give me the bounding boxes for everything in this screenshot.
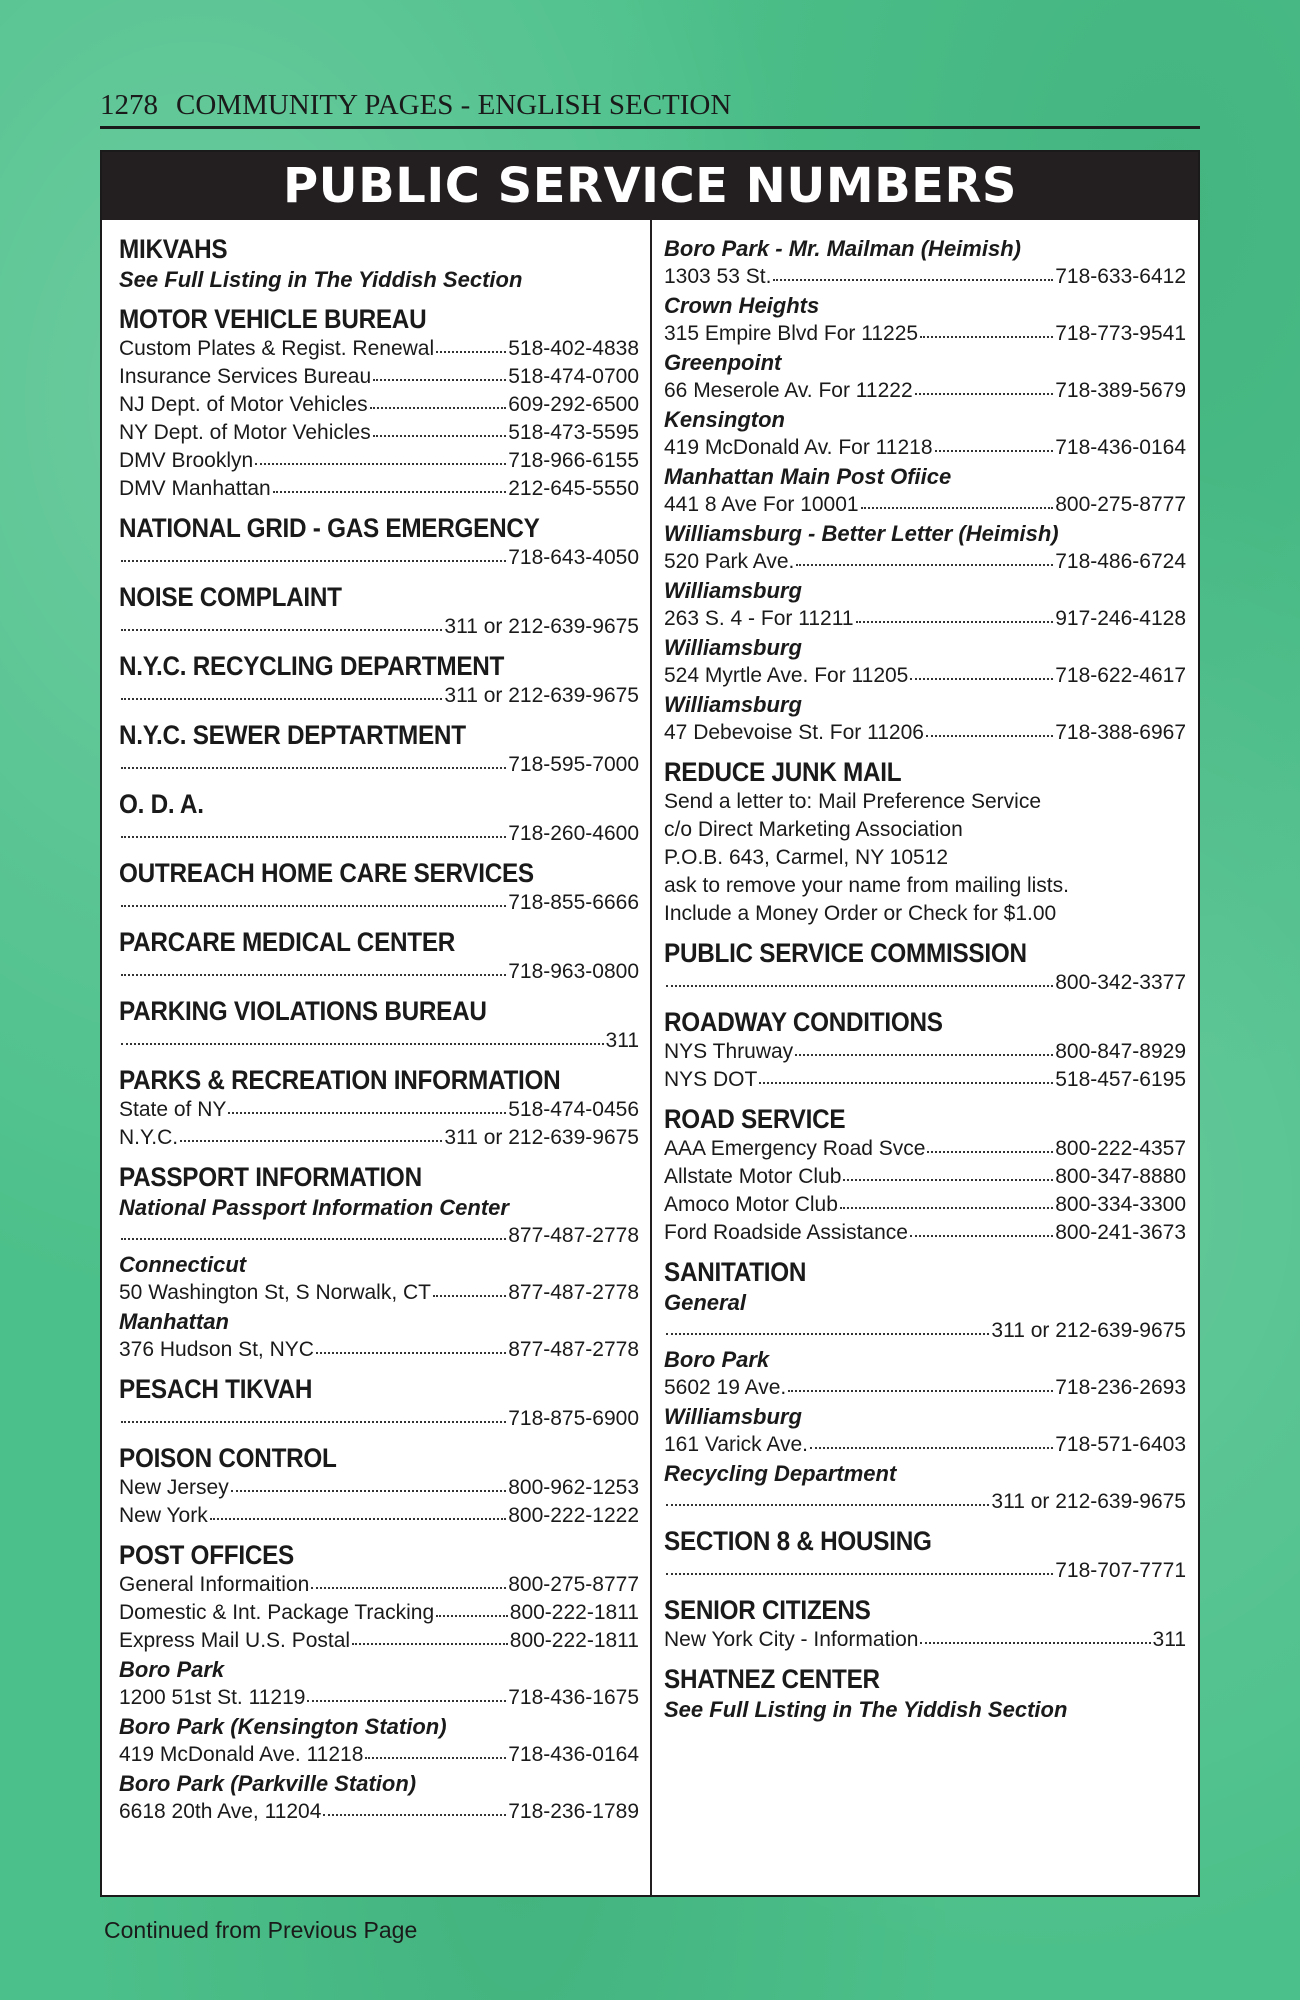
dot-leader bbox=[920, 1624, 1150, 1644]
phone-number: 800-847-8929 bbox=[1055, 1040, 1186, 1063]
listing-label: Custom Plates & Regist. Renewal bbox=[119, 337, 435, 360]
listing-section bbox=[119, 927, 639, 986]
listing-row bbox=[664, 1163, 1186, 1191]
subheading: Williamsburg - Better Letter (Heimish) bbox=[664, 521, 1059, 546]
banner-title: PUBLIC SERVICE NUMBERS bbox=[102, 152, 1198, 220]
listing-row bbox=[119, 682, 639, 710]
listing-label: Amoco Motor Club bbox=[664, 1193, 838, 1216]
section-heading: N.Y.C. RECYCLING DEPARTMENT bbox=[119, 651, 505, 681]
phone-number: 212-645-5550 bbox=[508, 477, 639, 500]
dot-leader bbox=[307, 1682, 506, 1702]
listing-row bbox=[119, 1798, 639, 1826]
listing-row bbox=[119, 820, 639, 848]
listing-section bbox=[119, 1374, 639, 1433]
dot-leader bbox=[773, 261, 1053, 281]
listing-row bbox=[664, 434, 1186, 462]
listing-label: AAA Emergency Road Svce bbox=[664, 1137, 926, 1160]
dot-leader bbox=[370, 389, 507, 409]
listing-section bbox=[664, 1595, 1186, 1654]
dot-leader bbox=[373, 417, 506, 437]
dot-leader bbox=[810, 1429, 1053, 1449]
section-heading: PARKS & RECREATION INFORMATION bbox=[119, 1065, 561, 1095]
column-divider bbox=[650, 220, 652, 1895]
dot-leader bbox=[121, 956, 506, 976]
section-heading: SANITATION bbox=[664, 1257, 807, 1287]
section-heading: OUTREACH HOME CARE SERVICES bbox=[119, 858, 534, 888]
subheading: Boro Park - Mr. Mailman (Heimish) bbox=[664, 236, 1021, 261]
dot-leader bbox=[121, 749, 506, 769]
dot-leader bbox=[121, 542, 506, 562]
listing-label: 419 McDonald Ave. 11218 bbox=[119, 1743, 364, 1766]
listing-label: Insurance Services Bureau bbox=[119, 365, 372, 388]
phone-number: 718-595-7000 bbox=[508, 753, 639, 776]
listing-label: 50 Washington St, S Norwalk, CT bbox=[119, 1281, 432, 1304]
subheading: Boro Park bbox=[119, 1657, 225, 1682]
listing-row bbox=[119, 613, 639, 641]
phone-number: 718-773-9541 bbox=[1055, 322, 1186, 345]
listing-row bbox=[664, 1488, 1186, 1516]
phone-number: 718-486-6724 bbox=[1055, 550, 1186, 573]
dot-leader bbox=[666, 1315, 989, 1335]
phone-number: 877-487-2778 bbox=[508, 1224, 639, 1247]
listing-row bbox=[664, 1374, 1186, 1402]
phone-number: 718-389-5679 bbox=[1055, 379, 1186, 402]
section-heading: REDUCE JUNK MAIL bbox=[664, 757, 902, 787]
phone-number: 800-241-3673 bbox=[1055, 1221, 1186, 1244]
listing-row bbox=[664, 491, 1186, 519]
dot-leader bbox=[759, 1064, 1053, 1084]
listing-section bbox=[664, 234, 1186, 747]
subheading: Crown Heights bbox=[664, 293, 820, 318]
listing-row bbox=[664, 1038, 1186, 1066]
listing-row bbox=[664, 1191, 1186, 1219]
section-heading: MOTOR VEHICLE BUREAU bbox=[119, 304, 427, 334]
listing-panel bbox=[100, 150, 1200, 1897]
listing-row bbox=[119, 1279, 639, 1307]
dot-leader bbox=[861, 489, 1054, 509]
listing-section bbox=[119, 1162, 639, 1364]
dot-leader bbox=[180, 1122, 442, 1142]
phone-number: 718-875-6900 bbox=[508, 1407, 639, 1430]
phone-number: 800-342-3377 bbox=[1055, 971, 1186, 994]
section-heading: SENIOR CITIZENS bbox=[664, 1595, 871, 1625]
dot-leader bbox=[796, 546, 1053, 566]
listing-row bbox=[119, 447, 639, 475]
listing-label: New York City - Information bbox=[664, 1628, 919, 1651]
listing-label: 263 S. 4 - For 11211 bbox=[664, 607, 854, 630]
listing-label: New York bbox=[119, 1504, 208, 1527]
phone-number: 718-436-0164 bbox=[1055, 436, 1186, 459]
subheading: Kensington bbox=[664, 407, 785, 432]
listing-section bbox=[119, 582, 639, 641]
section-heading: MIKVAHS bbox=[119, 234, 228, 264]
dot-leader bbox=[231, 1472, 507, 1492]
listing-label: NYS Thruway bbox=[664, 1040, 794, 1063]
subheading: Boro Park bbox=[664, 1347, 770, 1372]
subheading: National Passport Information Center bbox=[119, 1195, 509, 1220]
phone-number: 800-222-1811 bbox=[509, 1601, 639, 1624]
page-header bbox=[100, 88, 1200, 129]
dot-leader bbox=[433, 1277, 506, 1297]
phone-number: 800-347-8880 bbox=[1055, 1165, 1186, 1188]
phone-number: 311 or 212-639-9675 bbox=[444, 615, 639, 638]
phone-number: 800-275-8777 bbox=[1055, 493, 1186, 516]
dot-leader bbox=[788, 1372, 1053, 1392]
listing-label: NYS DOT bbox=[664, 1068, 758, 1091]
listing-row bbox=[119, 1222, 639, 1250]
phone-number: 718-436-0164 bbox=[508, 1743, 639, 1766]
dot-leader bbox=[121, 818, 506, 838]
dot-leader bbox=[843, 1161, 1053, 1181]
phone-number: 877-487-2778 bbox=[508, 1281, 639, 1304]
listing-label: N.Y.C. bbox=[119, 1126, 179, 1149]
listing-label: 520 Park Ave. bbox=[664, 550, 795, 573]
footer-note: Continued from Previous Page bbox=[104, 1917, 418, 1943]
dot-leader bbox=[373, 361, 506, 381]
listing-row bbox=[119, 751, 639, 779]
listing-row bbox=[119, 335, 639, 363]
phone-number: 718-236-2693 bbox=[1055, 1376, 1186, 1399]
subheading: Boro Park (Parkville Station) bbox=[119, 1771, 417, 1796]
listing-label: 5602 19 Ave. bbox=[664, 1376, 787, 1399]
listing-row bbox=[664, 320, 1186, 348]
listing-section bbox=[664, 1664, 1186, 1724]
listing-row bbox=[664, 1431, 1186, 1459]
listing-label: NY Dept. of Motor Vehicles bbox=[119, 421, 371, 444]
phone-number: 311 bbox=[605, 1029, 639, 1052]
listing-label: Allstate Motor Club bbox=[664, 1165, 842, 1188]
subheading: Williamsburg bbox=[664, 692, 802, 717]
listing-row bbox=[119, 889, 639, 917]
phone-number: 311 or 212-639-9675 bbox=[444, 1126, 639, 1149]
note-line: c/o Direct Marketing Association bbox=[664, 818, 963, 841]
listing-label: State of NY bbox=[119, 1098, 227, 1121]
listing-row bbox=[119, 1124, 639, 1152]
listing-label: 315 Empire Blvd For 11225 bbox=[664, 322, 919, 345]
listing-section bbox=[119, 996, 639, 1055]
section-heading: NATIONAL GRID - GAS EMERGENCY bbox=[119, 513, 540, 543]
dot-leader bbox=[255, 445, 506, 465]
listing-row bbox=[664, 1317, 1186, 1345]
dot-leader bbox=[273, 473, 506, 493]
listing-row bbox=[119, 1027, 639, 1055]
dot-leader bbox=[121, 887, 506, 907]
dot-leader bbox=[365, 1739, 506, 1759]
section-heading: N.Y.C. SEWER DEPTARTMENT bbox=[119, 720, 466, 750]
phone-number: 718-436-1675 bbox=[508, 1686, 639, 1709]
listing-row bbox=[664, 719, 1186, 747]
listing-row bbox=[664, 377, 1186, 405]
listing-row bbox=[664, 1219, 1186, 1247]
listing-section bbox=[119, 789, 639, 848]
section-heading: POISON CONTROL bbox=[119, 1443, 337, 1473]
phone-number: 718-388-6967 bbox=[1055, 721, 1186, 744]
dot-leader bbox=[856, 603, 1054, 623]
listing-label: 66 Meserole Av. For 11222 bbox=[664, 379, 913, 402]
dot-leader bbox=[840, 1189, 1053, 1209]
dot-leader bbox=[666, 1555, 1053, 1575]
section-heading: SHATNEZ CENTER bbox=[664, 1664, 880, 1694]
phone-number: 718-571-6403 bbox=[1055, 1433, 1186, 1456]
listing-row bbox=[664, 605, 1186, 633]
listing-row bbox=[664, 1557, 1186, 1585]
phone-number: 311 or 212-639-9675 bbox=[991, 1319, 1186, 1342]
phone-number: 518-473-5595 bbox=[508, 421, 639, 444]
listing-section bbox=[664, 1104, 1186, 1247]
listing-row bbox=[119, 1627, 639, 1655]
listing-label: Express Mail U.S. Postal bbox=[119, 1629, 351, 1652]
subheading: See Full Listing in The Yiddish Section bbox=[664, 1697, 1068, 1722]
listing-row bbox=[119, 391, 639, 419]
listing-section bbox=[119, 1065, 639, 1152]
subheading: Williamsburg bbox=[664, 578, 802, 603]
phone-number: 718-236-1789 bbox=[508, 1800, 639, 1823]
dot-leader bbox=[935, 432, 1054, 452]
phone-number: 518-457-6195 bbox=[1055, 1068, 1186, 1091]
subheading: Boro Park (Kensington Station) bbox=[119, 1714, 447, 1739]
listing-section bbox=[119, 1540, 639, 1826]
subheading: Recycling Department bbox=[664, 1461, 897, 1486]
phone-number: 800-222-1811 bbox=[509, 1629, 639, 1652]
listing-label: General Informaition bbox=[119, 1573, 310, 1596]
dot-leader bbox=[926, 717, 1053, 737]
phone-number: 718-643-4050 bbox=[508, 546, 639, 569]
phone-number: 609-292-6500 bbox=[508, 393, 639, 416]
phone-number: 800-334-3300 bbox=[1055, 1193, 1186, 1216]
listing-label: 441 8 Ave For 10001 bbox=[664, 493, 859, 516]
phone-number: 800-275-8777 bbox=[508, 1573, 639, 1596]
listing-label: DMV Manhattan bbox=[119, 477, 271, 500]
listing-label: DMV Brooklyn bbox=[119, 449, 254, 472]
subheading: See Full Listing in The Yiddish Section bbox=[119, 267, 523, 292]
listing-row bbox=[119, 544, 639, 572]
listing-section bbox=[119, 304, 639, 503]
listing-label: 376 Hudson St, NYC bbox=[119, 1338, 314, 1361]
listing-label: 524 Myrtle Ave. For 11205 bbox=[664, 664, 909, 687]
dot-leader bbox=[795, 1036, 1053, 1056]
dot-leader bbox=[316, 1334, 506, 1354]
phone-number: 311 or 212-639-9675 bbox=[991, 1490, 1186, 1513]
listing-section bbox=[664, 1526, 1186, 1585]
listing-row bbox=[119, 363, 639, 391]
listing-section bbox=[664, 1257, 1186, 1516]
dot-leader bbox=[121, 1220, 506, 1240]
listing-row bbox=[119, 1336, 639, 1364]
listing-row bbox=[664, 548, 1186, 576]
listing-section bbox=[664, 757, 1186, 928]
section-heading: PASSPORT INFORMATION bbox=[119, 1162, 422, 1192]
section-heading: ROADWAY CONDITIONS bbox=[664, 1007, 943, 1037]
section-heading: POST OFFICES bbox=[119, 1540, 294, 1570]
listing-row bbox=[119, 1096, 639, 1124]
listing-row bbox=[119, 1684, 639, 1712]
note-line: Send a letter to: Mail Preference Service bbox=[664, 790, 1042, 813]
listing-section bbox=[119, 234, 639, 294]
subheading: Manhattan Main Post Ofiice bbox=[664, 464, 952, 489]
columns bbox=[102, 220, 1198, 1895]
phone-number: 917-246-4128 bbox=[1055, 607, 1186, 630]
section-heading: ROAD SERVICE bbox=[664, 1104, 846, 1134]
listing-section bbox=[664, 1007, 1186, 1094]
section-heading: SECTION 8 & HOUSING bbox=[664, 1526, 932, 1556]
note-line: Include a Money Order or Check for $1.00 bbox=[664, 902, 1057, 925]
phone-number: 718-707-7771 bbox=[1055, 1559, 1186, 1582]
listing-row bbox=[119, 475, 639, 503]
subheading: Greenpoint bbox=[664, 350, 782, 375]
listing-row bbox=[664, 969, 1186, 997]
section-heading: PESACH TIKVAH bbox=[119, 1374, 313, 1404]
dot-leader bbox=[121, 680, 442, 700]
listing-section bbox=[664, 938, 1186, 997]
dot-leader bbox=[915, 375, 1054, 395]
phone-number: 311 or 212-639-9675 bbox=[444, 684, 639, 707]
subheading: General bbox=[664, 1290, 746, 1315]
listing-row bbox=[664, 1135, 1186, 1163]
listing-label: Domestic & Int. Package Tracking bbox=[119, 1601, 435, 1624]
listing-section bbox=[119, 858, 639, 917]
listing-label: 6618 20th Ave, 11204 bbox=[119, 1800, 322, 1823]
subheading: Connecticut bbox=[119, 1252, 247, 1277]
listing-section bbox=[119, 651, 639, 710]
dot-leader bbox=[311, 1569, 506, 1589]
dot-leader bbox=[436, 333, 506, 353]
right-column bbox=[664, 234, 1186, 1734]
subheading: Manhattan bbox=[119, 1309, 229, 1334]
listing-section bbox=[119, 513, 639, 572]
dot-leader bbox=[436, 1597, 508, 1617]
phone-number: 718-963-0800 bbox=[508, 960, 639, 983]
phone-number: 718-260-4600 bbox=[508, 822, 639, 845]
listing-label: Ford Roadside Assistance bbox=[664, 1221, 908, 1244]
section-heading: NOISE COMPLAINT bbox=[119, 582, 342, 612]
dot-leader bbox=[666, 1486, 989, 1506]
listing-label: NJ Dept. of Motor Vehicles bbox=[119, 393, 368, 416]
dot-leader bbox=[910, 660, 1053, 680]
dot-leader bbox=[121, 1403, 506, 1423]
dot-leader bbox=[228, 1094, 506, 1114]
phone-number: 800-222-4357 bbox=[1055, 1137, 1186, 1160]
section-heading: PARKING VIOLATIONS BUREAU bbox=[119, 996, 487, 1026]
listing-label: 419 McDonald Av. For 11218 bbox=[664, 436, 933, 459]
listing-row bbox=[119, 419, 639, 447]
note-line: ask to remove your name from mailing lists. bbox=[664, 874, 1069, 897]
left-column bbox=[119, 234, 639, 1836]
phone-number: 718-622-4617 bbox=[1055, 664, 1186, 687]
dot-leader bbox=[210, 1500, 507, 1520]
phone-number: 518-474-0456 bbox=[508, 1098, 639, 1121]
phone-number: 311 bbox=[1152, 1628, 1186, 1651]
dot-leader bbox=[121, 611, 442, 631]
phone-number: 800-222-1222 bbox=[508, 1504, 639, 1527]
listing-row bbox=[664, 1066, 1186, 1094]
listing-row bbox=[664, 1626, 1186, 1654]
dot-leader bbox=[121, 1025, 604, 1045]
listing-label: New Jersey bbox=[119, 1476, 229, 1499]
dot-leader bbox=[910, 1217, 1053, 1237]
listing-row bbox=[119, 1741, 639, 1769]
dot-leader bbox=[323, 1796, 506, 1816]
listing-row bbox=[119, 1405, 639, 1433]
listing-label: 47 Debevoise St. For 11206 bbox=[664, 721, 924, 744]
listing-row bbox=[119, 1571, 639, 1599]
listing-section bbox=[119, 720, 639, 779]
listing-row bbox=[119, 958, 639, 986]
section-title: COMMUNITY PAGES - ENGLISH SECTION bbox=[176, 89, 732, 121]
dot-leader bbox=[666, 967, 1053, 987]
listing-row bbox=[119, 1502, 639, 1530]
listing-row bbox=[119, 1474, 639, 1502]
listing-label: 1200 51st St. 11219 bbox=[119, 1686, 306, 1709]
phone-number: 877-487-2778 bbox=[508, 1338, 639, 1361]
phone-number: 800-962-1253 bbox=[508, 1476, 639, 1499]
phone-number: 518-474-0700 bbox=[508, 365, 639, 388]
section-heading: PARCARE MEDICAL CENTER bbox=[119, 927, 456, 957]
phone-number: 718-966-6155 bbox=[508, 449, 639, 472]
phone-number: 518-402-4838 bbox=[508, 337, 639, 360]
listing-row bbox=[119, 1599, 639, 1627]
listing-row bbox=[664, 263, 1186, 291]
section-heading: PUBLIC SERVICE COMMISSION bbox=[664, 938, 1027, 968]
subheading: Williamsburg bbox=[664, 635, 802, 660]
phone-number: 718-633-6412 bbox=[1055, 265, 1186, 288]
section-heading: O. D. A. bbox=[119, 789, 204, 819]
page-number: 1278 bbox=[100, 89, 158, 121]
listing-section bbox=[119, 1443, 639, 1530]
phone-number: 718-855-6666 bbox=[508, 891, 639, 914]
listing-row bbox=[664, 662, 1186, 690]
note-line: P.O.B. 643, Carmel, NY 10512 bbox=[664, 846, 949, 869]
dot-leader bbox=[352, 1625, 508, 1645]
listing-label: 1303 53 St. bbox=[664, 265, 772, 288]
dot-leader bbox=[927, 1133, 1053, 1153]
dot-leader bbox=[920, 318, 1053, 338]
listing-label: 161 Varick Ave. bbox=[664, 1433, 808, 1456]
subheading: Williamsburg bbox=[664, 1404, 802, 1429]
